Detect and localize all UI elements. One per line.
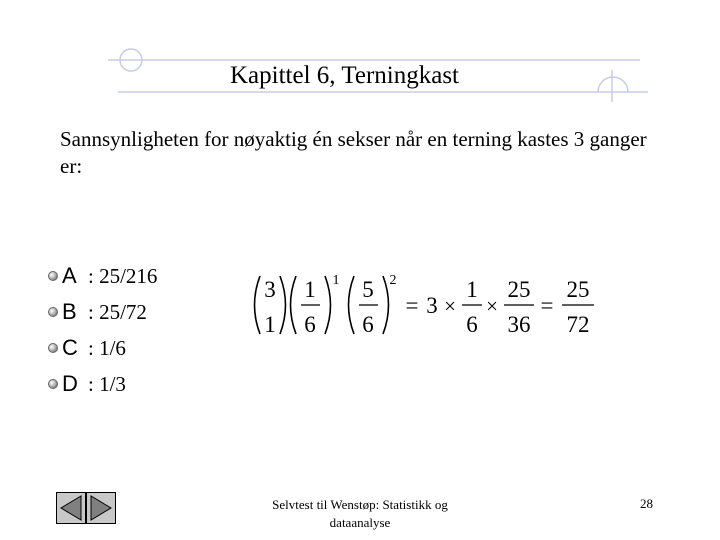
option-c[interactable]	[48, 330, 157, 366]
times-sign-2: ×	[486, 294, 498, 318]
option-a[interactable]	[48, 258, 157, 294]
times-sign: ×	[444, 294, 456, 318]
equals-sign: =	[405, 293, 419, 318]
success-probability-term	[291, 273, 340, 337]
frac2-denominator: 36	[507, 312, 531, 337]
option-text: : 25/216	[88, 263, 158, 288]
q-left-paren	[349, 276, 355, 334]
binom-top: 3	[264, 277, 276, 302]
bullet-icon	[48, 271, 58, 281]
equals-sign-2: =	[540, 293, 554, 318]
question-text: Sannsynligheten for nøyaktig én sekser når en terning kastes 3 ganger er:	[60, 127, 647, 178]
right-half-circle	[598, 77, 628, 92]
frac1-numerator: 1	[466, 277, 478, 302]
q-numerator: 5	[362, 277, 374, 302]
binom-bottom: 1	[264, 312, 276, 337]
q-right-paren	[383, 276, 389, 334]
option-text: : 25/72	[88, 299, 147, 324]
p-denominator: 6	[304, 312, 316, 337]
bullet-icon	[48, 307, 58, 317]
binom-left-paren	[255, 276, 261, 334]
answer-options	[48, 258, 157, 402]
option-letter: B	[62, 299, 77, 324]
footer-text: Selvtest til Wenstøp: Statistikk og dataanalyse	[272, 497, 448, 530]
coefficient: 3	[426, 293, 438, 318]
option-letter: A	[62, 263, 77, 288]
bullet-icon	[48, 379, 58, 389]
q-denominator: 6	[362, 312, 374, 337]
p-left-paren	[291, 276, 297, 334]
bullet-icon	[48, 343, 58, 353]
binomial-coefficient	[255, 276, 286, 337]
option-d[interactable]	[48, 366, 157, 402]
frac2-numerator: 25	[507, 277, 531, 302]
navigation-buttons	[56, 492, 116, 524]
option-letter: C	[62, 335, 78, 360]
p-exponent: 1	[332, 273, 340, 288]
result-denominator: 72	[566, 312, 590, 337]
failure-probability-term	[349, 273, 397, 337]
option-b[interactable]	[48, 294, 157, 330]
p-numerator: 1	[304, 277, 316, 302]
page-number: 28	[640, 496, 653, 511]
result-numerator: 25	[566, 277, 590, 302]
option-text: : 1/3	[88, 371, 126, 396]
option-text: : 1/6	[88, 335, 126, 360]
q-exponent: 2	[389, 273, 397, 288]
next-button[interactable]	[87, 493, 116, 524]
option-letter: D	[62, 371, 78, 396]
frac1-denominator: 6	[466, 312, 478, 337]
binom-right-paren	[280, 276, 286, 334]
previous-button[interactable]	[57, 493, 86, 524]
slide-title: Kapittel 6, Terningkast	[230, 62, 459, 89]
p-right-paren	[325, 276, 331, 334]
solution-formula	[246, 262, 606, 352]
